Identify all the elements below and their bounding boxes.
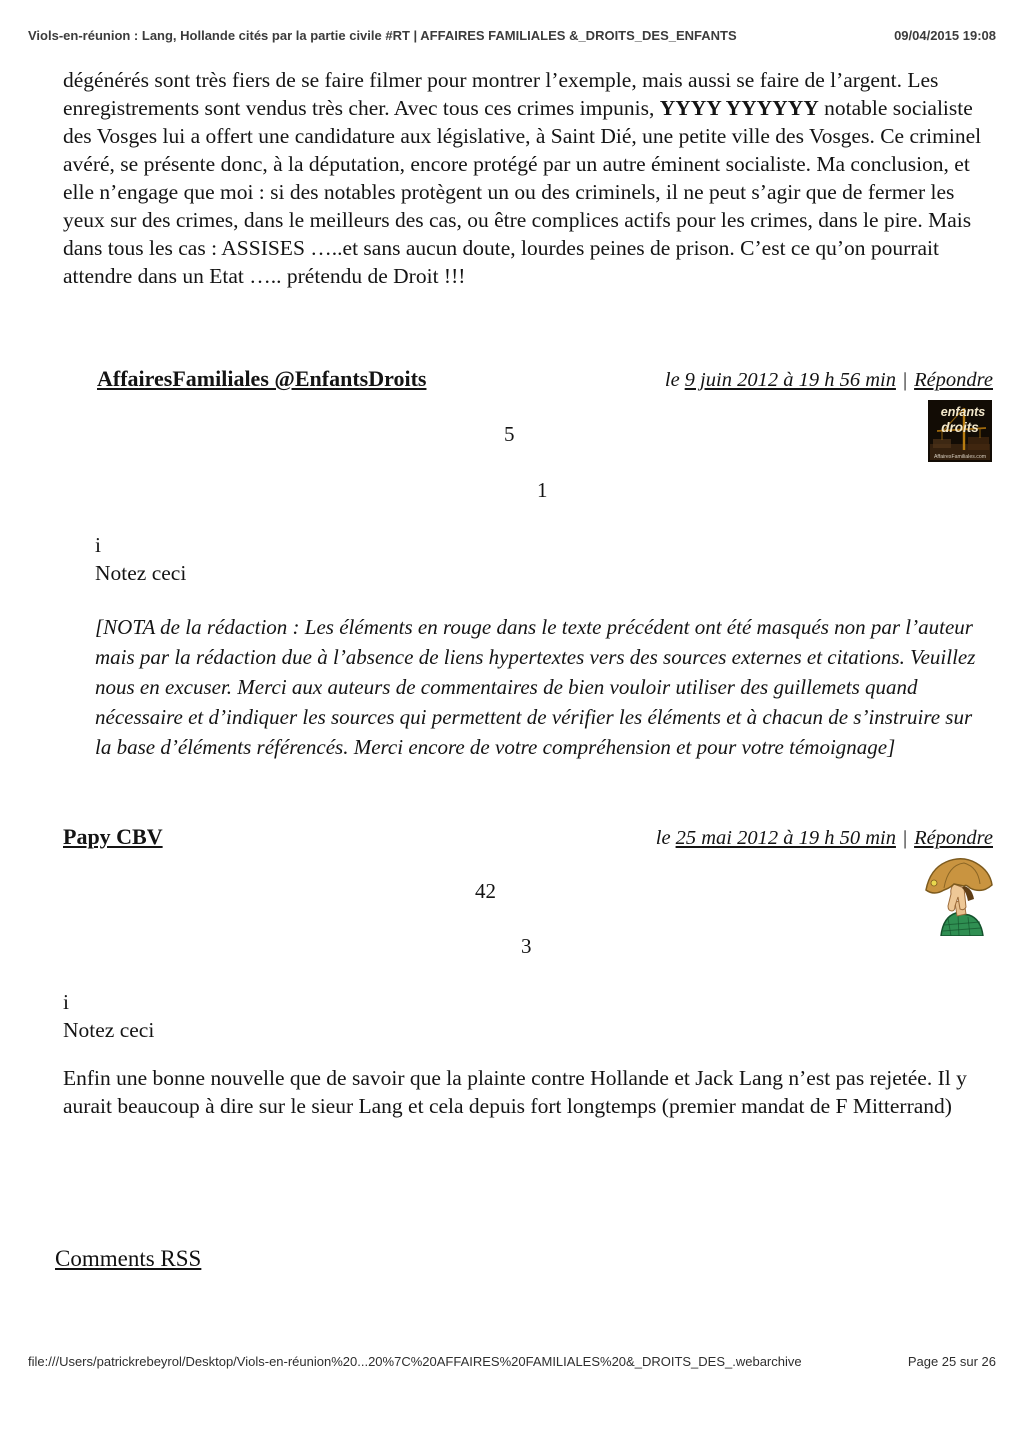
- masked-name-bold: YYYY YYYYYY: [659, 96, 819, 120]
- comment-1-rating-broken-image-icon: i: [95, 533, 101, 557]
- print-footer: [28, 1354, 996, 1369]
- page-number: Page 25 sur 26: [907, 1354, 996, 1369]
- excerpt-text-end: notable socialiste des Vosges lui a offert une candidature aux législative, à Saint Dié, une petite ville des Vosges. Ce criminel avéré, se présente donc, à la députation, encore protégé par un autre éminent socialiste. Ma conclusion, et elle n’engage que moi : si des notables protègent un ou des criminels, il ne peut s’agir que de fermer les yeux sur des crimes, dans le meilleurs des cas, ou être complices actifs pour les crimes, dans le pire. Mais dans tous les cas : ASSISES …..et sans aucun doute, lourdes peines de prison. C’est ce qu’on pourrait attendre dans un Etat ….. prétendu de Droit !!!: [63, 96, 982, 288]
- comment-2-body: Enfin une bonne nouvelle que de savoir que la plainte contre Hollande et Jack Lang n’est pas rejetée. Il y aurait beaucoup à dire sur le sieur Lang et cela depuis fort longtemps (premier mandat de F Mitterrand): [63, 1066, 967, 1118]
- date-prefix: le: [664, 369, 680, 391]
- date-prefix: le: [655, 827, 671, 849]
- comment-1-body: [NOTA de la rédaction : Les éléments en rouge dans le texte précédent ont été masqués non par l’auteur mais par la rédaction due à l’absence de liens hypertextes vers des sources externes et citations. Veuillez nous en excuser. Merci aux auteurs de commentaires de bien vouloir utiliser des guillemets quand nécessaire et d’indiquer les sources qui permettent de vérifier les éléments et à chacun de s’instruire sur la base d’éléments référencés. Merci encore de votre compréhension et pour votre témoignage]: [95, 615, 976, 759]
- comment-2-header: [63, 824, 993, 850]
- papycbv-avatar-image: [924, 854, 994, 936]
- article-excerpt-paragraph: [63, 66, 989, 290]
- document-title: Viols-en-réunion : Lang, Hollande cités par la partie civile #RT | AFFAIRES FAMILIALES &_DROITS_DES_ENFANTS: [28, 28, 737, 43]
- comments-rss-link[interactable]: Comments RSS: [55, 1246, 202, 1271]
- print-header: [28, 28, 996, 43]
- comment-2-upvote-count: 42: [475, 879, 496, 903]
- comment-1-rate-label[interactable]: Notez ceci: [95, 561, 187, 585]
- avatar-caption: AffairesFamiliales.com: [933, 454, 987, 460]
- enfantsdroits-avatar-art: [928, 400, 992, 462]
- comment-1-permalink[interactable]: 9 juin 2012 à 19 h 56 min: [684, 369, 896, 391]
- comment-2-rating-broken-image-icon: i: [63, 990, 69, 1014]
- comment-2-author-link[interactable]: Papy CBV: [63, 824, 163, 849]
- avatar-word-enfants: enfants: [940, 405, 986, 419]
- comment-2-dateline: [656, 827, 993, 850]
- comment-1-header: [97, 366, 993, 392]
- papycbv-avatar-art: [924, 854, 994, 936]
- excerpt-text-start: dégénérés sont très fiers de se faire filmer pour montrer l’exemple, mais aussi se faire de l’argent. Les enregistrements sont vendus très cher. Avec tous ces crimes impunis,: [63, 68, 939, 120]
- comment-2-downvote-count: 3: [521, 934, 532, 958]
- separator: |: [902, 369, 908, 391]
- comment-2-rate-label[interactable]: Notez ceci: [63, 1018, 155, 1042]
- comment-1-author-link[interactable]: AffairesFamiliales @EnfantsDroits: [97, 366, 427, 391]
- comment-1-dateline: [665, 369, 993, 392]
- separator: |: [902, 827, 908, 849]
- print-timestamp: 09/04/2015 19:08: [894, 28, 996, 43]
- comment-2-permalink[interactable]: 25 mai 2012 à 19 h 50 min: [675, 827, 896, 849]
- enfantsdroits-avatar-image: [928, 400, 992, 462]
- comment-1-upvote-count: 5: [504, 422, 515, 446]
- comment-1-downvote-count: 1: [537, 478, 548, 502]
- comment-1-reply-link[interactable]: Répondre: [914, 369, 993, 391]
- source-file-path: file:///Users/patrickrebeyrol/Desktop/Viols-en-réunion%20...20%7C%20AFFAIRES%20FAMILIALES%20&_DROITS_DES_.webarchive: [28, 1354, 802, 1369]
- avatar-word-droits: droits: [941, 420, 979, 435]
- comment-2-reply-link[interactable]: Répondre: [914, 827, 993, 849]
